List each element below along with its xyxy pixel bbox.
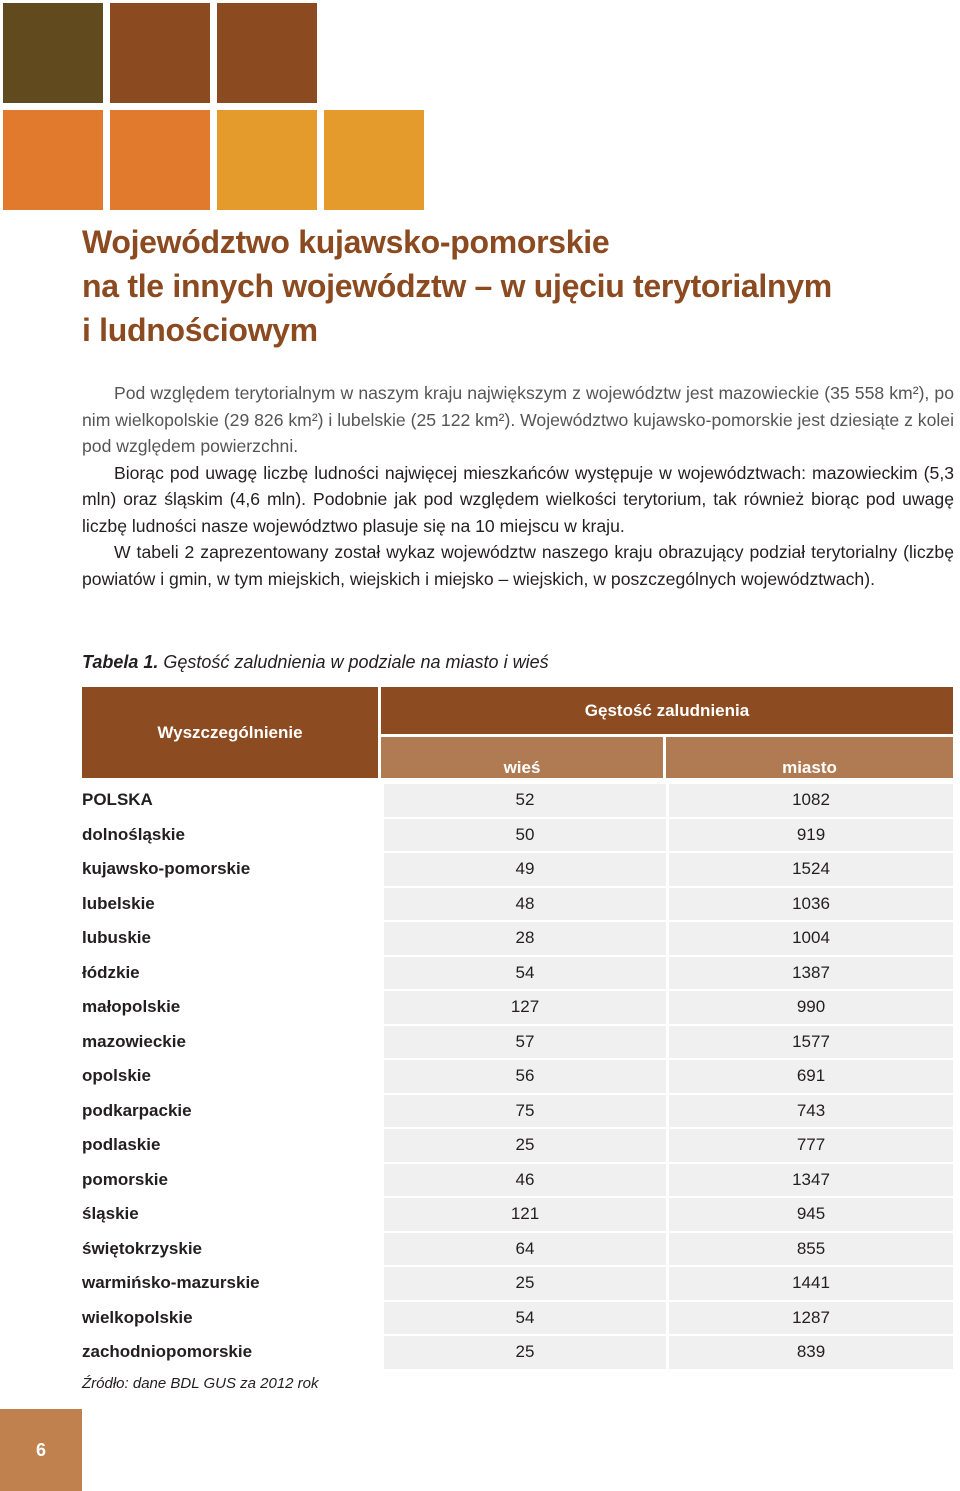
cell-miasto: 1524 [666,853,953,888]
cell-wies: 46 [381,1164,666,1199]
table-row [82,853,953,888]
cell-miasto: 855 [666,1233,953,1268]
table-row [82,888,953,923]
cell-miasto: 839 [666,1336,953,1371]
cell-name: kujawsko-pomorskie [82,853,381,888]
table-row [82,1129,953,1164]
cell-miasto: 1036 [666,888,953,923]
decor-square-3 [217,3,317,103]
cell-miasto: 1441 [666,1267,953,1302]
paragraph: Pod względem terytorialnym w naszym kraju największym z województw jest mazowieckie (35 558 km²), po nim wielkopolskie (29 826 km²) i lubelskie (25 122 km²). Województwo kujawsko-pomorskie jest dziesiąte z kolei pod względem powierzchni. [82,383,954,456]
table-row [82,1302,953,1337]
cell-name: łódzkie [82,957,381,992]
table-row [82,1060,953,1095]
header-wies: wieś [381,737,666,778]
cell-miasto: 945 [666,1198,953,1233]
cell-miasto: 1577 [666,1026,953,1061]
header-miasto: miasto [666,737,953,778]
cell-wies: 25 [381,1267,666,1302]
table-row [82,1198,953,1233]
cell-name: lubelskie [82,888,381,923]
cell-miasto: 1347 [666,1164,953,1199]
cell-name: lubuskie [82,922,381,957]
cell-wies: 25 [381,1336,666,1371]
cell-name: wielkopolskie [82,1302,381,1337]
cell-name: opolskie [82,1060,381,1095]
table-row [82,1026,953,1061]
source-note: Źródło: dane BDL GUS za 2012 rok [82,1375,319,1392]
header-gestosc: Gęstość zaludnienia [381,687,953,737]
cell-wies: 52 [381,778,666,819]
body-text [82,380,954,592]
cell-wies: 54 [381,1302,666,1337]
table-caption [82,652,549,673]
density-table [82,687,953,1371]
cell-wies: 56 [381,1060,666,1095]
cell-miasto: 777 [666,1129,953,1164]
cell-miasto: 1287 [666,1302,953,1337]
header-wyszczegolnienie: Wyszczególnienie [82,687,381,778]
cell-wies: 48 [381,888,666,923]
cell-name: dolnośląskie [82,819,381,854]
decor-square-7 [324,110,424,210]
cell-wies: 127 [381,991,666,1026]
cell-miasto: 1082 [666,778,953,819]
title-line: i ludnościowym [82,312,318,348]
table-row [82,778,953,819]
cell-wies: 25 [381,1129,666,1164]
cell-miasto: 919 [666,819,953,854]
decor-square-4 [3,110,103,210]
cell-wies: 57 [381,1026,666,1061]
title-line: Województwo kujawsko-pomorskie [82,224,610,260]
decor-square-2 [110,3,210,103]
cell-name: podkarpackie [82,1095,381,1130]
table-row [82,922,953,957]
table-row [82,1164,953,1199]
table-row [82,1336,953,1371]
page-number: 6 [0,1409,82,1491]
decor-square-6 [217,110,317,210]
paragraph: W tabeli 2 zaprezentowany został wykaz województw naszego kraju obrazujący podział terytorialny (liczbę powiatów i gmin, w tym miejskich, wiejskich i miejsko – wiejskich, w poszczególnych województwach). [82,542,954,589]
cell-name: zachodniopomorskie [82,1336,381,1371]
cell-name: śląskie [82,1198,381,1233]
table-row [82,957,953,992]
table-body [82,778,953,1371]
cell-miasto: 1387 [666,957,953,992]
title-line: na tle innych województw – w ujęciu terytorialnym [82,268,832,304]
page-title [82,220,942,352]
paragraph: Biorąc pod uwagę liczbę ludności najwięcej mieszkańców występuje w województwach: mazowieckim (5,3 mln) oraz śląskim (4,6 mln). Podobnie jak pod względem wielkości terytorium, tak również biorąc pod uwagę liczbę ludności nasze województwo plasuje się na 10 miejscu w kraju. [82,462,954,536]
table-row [82,819,953,854]
table-row [82,1233,953,1268]
caption-text: Gęstość zaludnienia w podziale na miasto i wieś [158,652,549,672]
cell-name: świętokrzyskie [82,1233,381,1268]
decor-square-1 [3,3,103,103]
cell-wies: 54 [381,957,666,992]
cell-name: małopolskie [82,991,381,1026]
cell-miasto: 691 [666,1060,953,1095]
cell-miasto: 990 [666,991,953,1026]
cell-wies: 50 [381,819,666,854]
cell-name: pomorskie [82,1164,381,1199]
table-row [82,1267,953,1302]
caption-label: Tabela 1. [82,652,159,672]
cell-wies: 28 [381,922,666,957]
cell-wies: 64 [381,1233,666,1268]
table-row [82,991,953,1026]
cell-name: warmińsko-mazurskie [82,1267,381,1302]
cell-name: mazowieckie [82,1026,381,1061]
cell-miasto: 743 [666,1095,953,1130]
cell-name: podlaskie [82,1129,381,1164]
table-row [82,1095,953,1130]
cell-name: POLSKA [82,778,381,819]
cell-wies: 75 [381,1095,666,1130]
cell-wies: 121 [381,1198,666,1233]
decor-square-5 [110,110,210,210]
cell-miasto: 1004 [666,922,953,957]
cell-wies: 49 [381,853,666,888]
